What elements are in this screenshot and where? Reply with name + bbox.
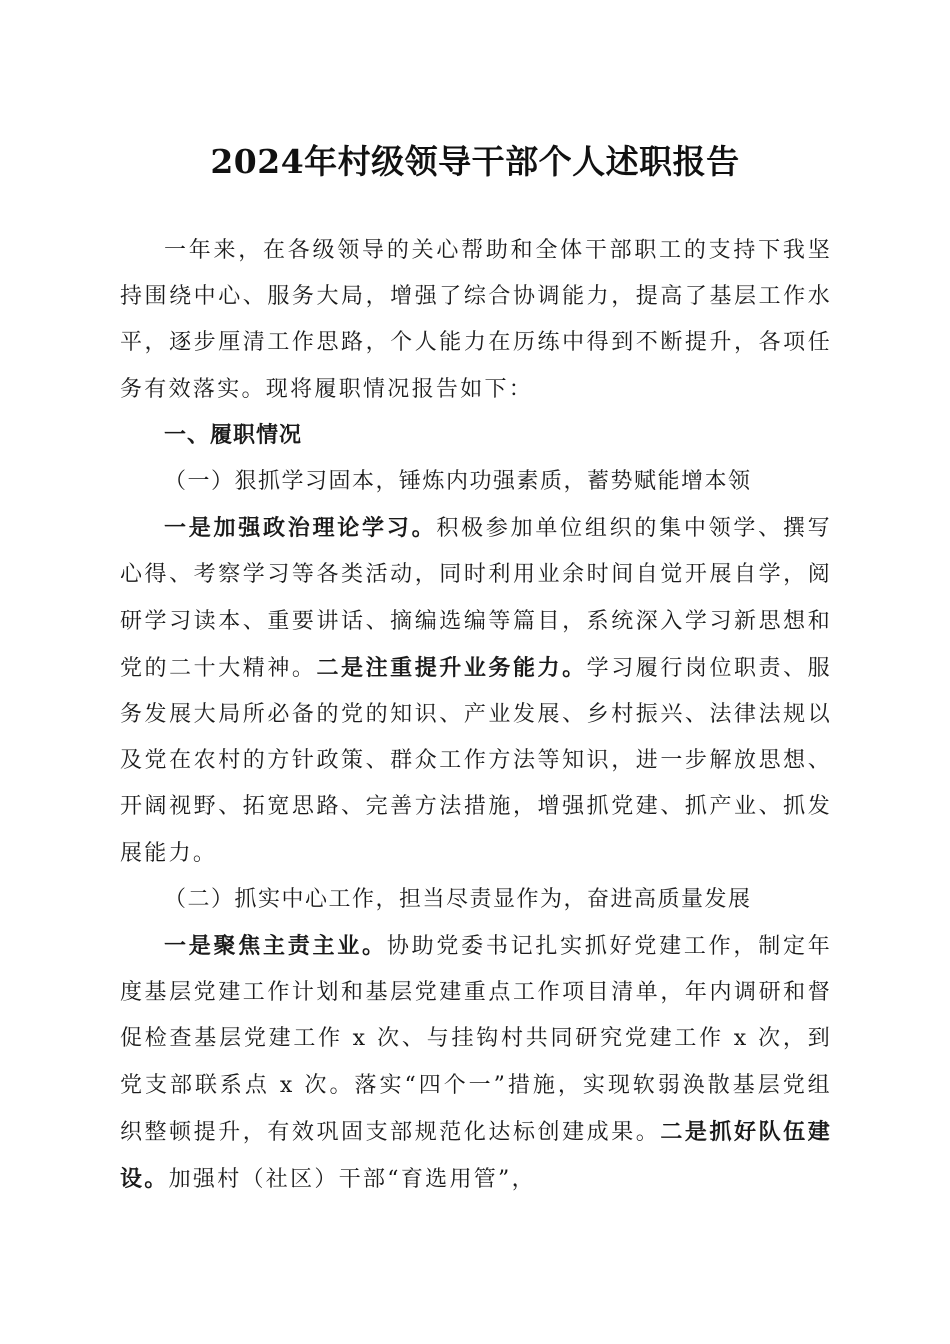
document-body [120, 228, 832, 1203]
point-lead: 一是加强政治理论学习。 [164, 515, 437, 542]
point-lead: 二是抓好队伍建设。 [120, 1118, 832, 1193]
point-lead: 二是注重提升业务能力。 [316, 654, 587, 681]
subsection-heading-2: （二）抓实中心工作，担当尽责显作为，奋进高质量发展 [164, 886, 752, 912]
subsection-1-paragraph [120, 505, 832, 877]
point-text: 加强村（社区）干部“育选用管”， [168, 1167, 536, 1193]
document-title: 2024年村级领导干部个人述职报告 [210, 142, 740, 181]
intro-paragraph: 一年来，在各级领导的关心帮助和全体干部职工的支持下我坚持围绕中心、服务大局，增强了综合协调能力，提高了基层工作水平，逐步厘清工作思路，个人能力在历练中得到不断提升，各项任务有效落实。现将履职情况报告如下： [120, 238, 832, 402]
point-lead: 一是聚焦主责主业。 [164, 933, 387, 960]
subsection-heading-1: （一）狠抓学习固本，锤炼内功强素质，蓄势赋能增本领 [164, 469, 752, 495]
section-heading: 一、履职情况 [164, 422, 303, 448]
point-text: 协助党委书记扎实抓好党建工作，制定年度基层党建工作计划和基层党建重点工作项目清单，年内调研和督促检查基层党建工作 x 次、与挂钩村共同研究党建工作 x 次，到党支部联系点 x 次。落实“四个一”措施，实现软弱涣散基层党组织整顿提升，有效巩固支部规范化达标创建成果。 [120, 934, 833, 1145]
point-text: 积极参加单位组织的集中领学、撰写心得、考察学习等各类活动，同时利用业余时间自觉开展自学，阅研学习读本、重要讲话、摘编选编等篇目，系统深入学习新思想和党的二十大精神。 [120, 516, 832, 681]
subsection-2-paragraph [120, 923, 832, 1203]
point-text: 学习履行岗位职责、服务发展大局所必备的党的知识、产业发展、乡村振兴、法律法规以及党在农村的方针政策、群众工作方法等知识，进一步解放思想、开阔视野、拓宽思路、完善方法措施，增强抓党建、抓产业、抓发展能力。 [120, 655, 832, 866]
